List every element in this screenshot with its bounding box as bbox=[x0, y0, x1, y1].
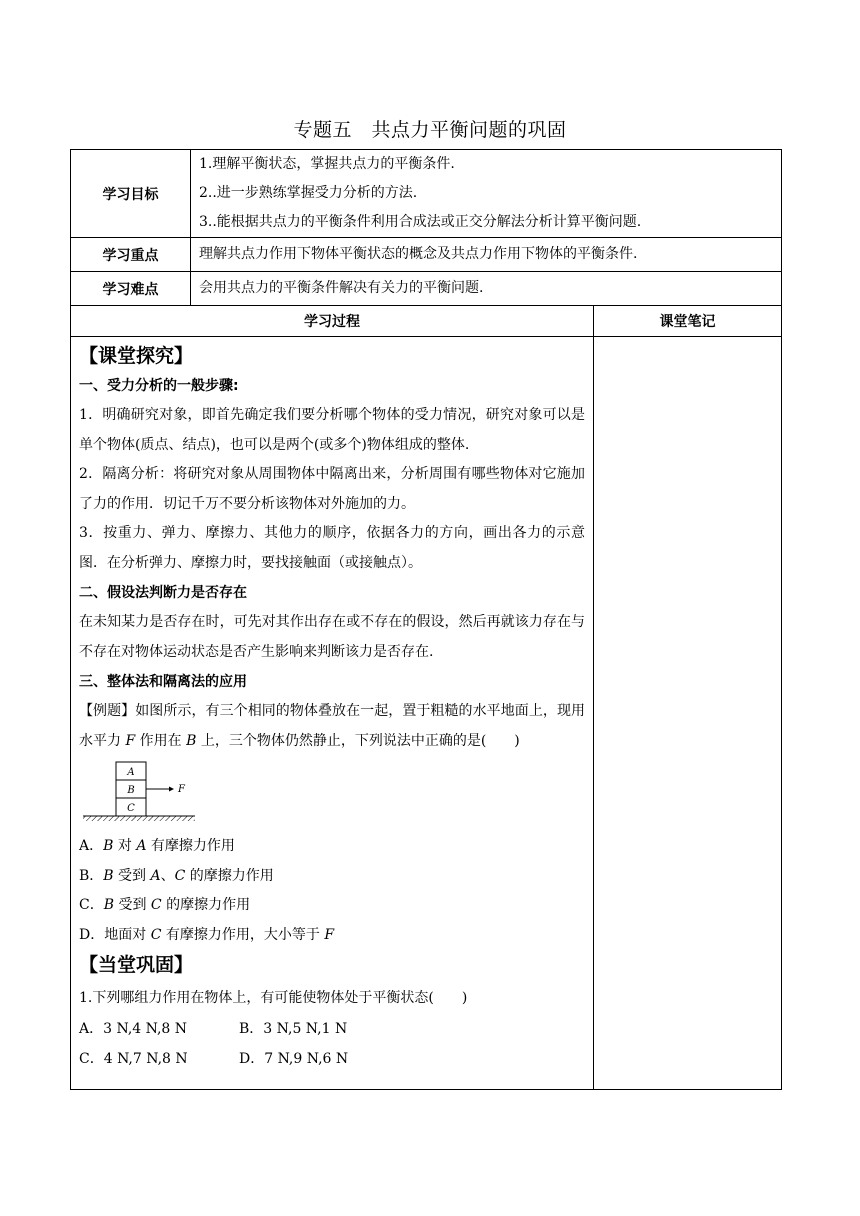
example-option-a: A．B 对 A 有摩擦力作用 bbox=[79, 838, 235, 854]
key-point-label: 学习重点 bbox=[71, 238, 191, 272]
consolidate-options-row-2 bbox=[79, 1044, 585, 1074]
page-title: 专题五 共点力平衡问题的巩固 bbox=[293, 119, 567, 141]
section-3-heading: 三、整体法和隔离法的应用 bbox=[79, 674, 247, 690]
force-arrowhead bbox=[169, 787, 174, 792]
objectives-row bbox=[71, 150, 782, 238]
difficulty-row bbox=[71, 272, 782, 306]
var-B: B bbox=[186, 732, 197, 749]
section-1-step-2: 2．隔离分析：将研究对象从周围物体中隔离出来，分析周围有哪些物体对它施加了力的作用．切记千万不要分析该物体对外施加的力。 bbox=[79, 466, 585, 512]
notes-header: 课堂笔记 bbox=[594, 306, 782, 337]
stacked-blocks-figure bbox=[79, 760, 585, 830]
objective-item: 2..进一步熟练掌握受力分析的方法. bbox=[199, 185, 418, 201]
ground-hatching bbox=[83, 816, 195, 821]
consolidate-option-a: A．3 N,4 N,8 N bbox=[79, 1020, 188, 1037]
header-row bbox=[71, 306, 782, 337]
section-1-heading: 一、受力分析的一般步骤: bbox=[79, 378, 239, 394]
var-F: F bbox=[125, 732, 136, 749]
example-question: 【例题】如图所示，有三个相同的物体叠放在一起，置于粗糙的水平地面上，现用水平力 F 作用在 B 上，三个物体仍然静止，下列说法中正确的是( ) bbox=[79, 703, 586, 749]
consolidate-title: 【当堂巩固】 bbox=[79, 954, 194, 976]
consolidate-option-d: D．7 N,9 N,6 N bbox=[239, 1050, 349, 1067]
objectives-label: 学习目标 bbox=[71, 150, 191, 238]
section-1-step-3: 3．按重力、弹力、摩擦力、其他力的顺序，依据各力的方向，画出各力的示意图．在分析弹力、摩擦力时，要找接触面（或接触点）。 bbox=[79, 525, 585, 571]
content-row bbox=[71, 337, 782, 1090]
stacked-blocks-diagram bbox=[79, 760, 209, 830]
objectives-content bbox=[191, 150, 782, 238]
example-option-d: D．地面对 C 有摩擦力作用，大小等于 F bbox=[79, 926, 335, 943]
block-a-label: A bbox=[127, 767, 135, 778]
process-header: 学习过程 bbox=[71, 306, 594, 337]
consolidate-options-row-1 bbox=[79, 1014, 585, 1044]
example-option-b: B．B 受到 A、C 的摩擦力作用 bbox=[79, 867, 274, 884]
example-tag: 【例题】 bbox=[79, 703, 136, 719]
section-1-step-1: 1．明确研究对象，即首先确定我们要分析哪个物体的受力情况，研究对象可以是单个物体(质点、结点)，也可以是两个(或多个)物体组成的整体. bbox=[79, 407, 585, 453]
consolidate-question-1: 1.下列哪组力作用在物体上，有可能使物体处于平衡状态( ) bbox=[79, 990, 468, 1006]
objective-item: 3..能根据共点力的平衡条件利用合成法或正交分解法分析计算平衡问题. bbox=[199, 214, 642, 230]
difficulty-label: 学习难点 bbox=[71, 272, 191, 306]
key-point-row bbox=[71, 238, 782, 272]
explore-title: 【课堂探究】 bbox=[79, 345, 194, 367]
example-option-c: C．B 受到 C 的摩擦力作用 bbox=[79, 897, 251, 913]
objective-item: 1.理解平衡状态，掌握共点力的平衡条件. bbox=[199, 156, 455, 172]
section-2-text: 在未知某力是否存在时，可先对其作出存在或不存在的假设，然后再就该力存在与不存在对物体运动状态是否产生影响来判断该力是否存在. bbox=[79, 614, 585, 660]
difficulty-text: 会用共点力的平衡条件解决有关力的平衡问题. bbox=[191, 272, 782, 306]
consolidate-option-c: C．4 N,7 N,8 N bbox=[79, 1050, 188, 1067]
process-content bbox=[71, 337, 594, 1090]
notes-column bbox=[594, 337, 782, 1090]
force-label: F bbox=[178, 784, 185, 795]
consolidate-option-b: B．3 N,5 N,1 N bbox=[239, 1020, 348, 1037]
block-b-label: B bbox=[127, 785, 135, 796]
study-plan-table bbox=[70, 149, 782, 1090]
section-2-heading: 二、假设法判断力是否存在 bbox=[79, 585, 247, 601]
block-c-label: C bbox=[127, 803, 135, 814]
key-point-text: 理解共点力作用下物体平衡状态的概念及共点力作用下物体的平衡条件. bbox=[191, 238, 782, 272]
